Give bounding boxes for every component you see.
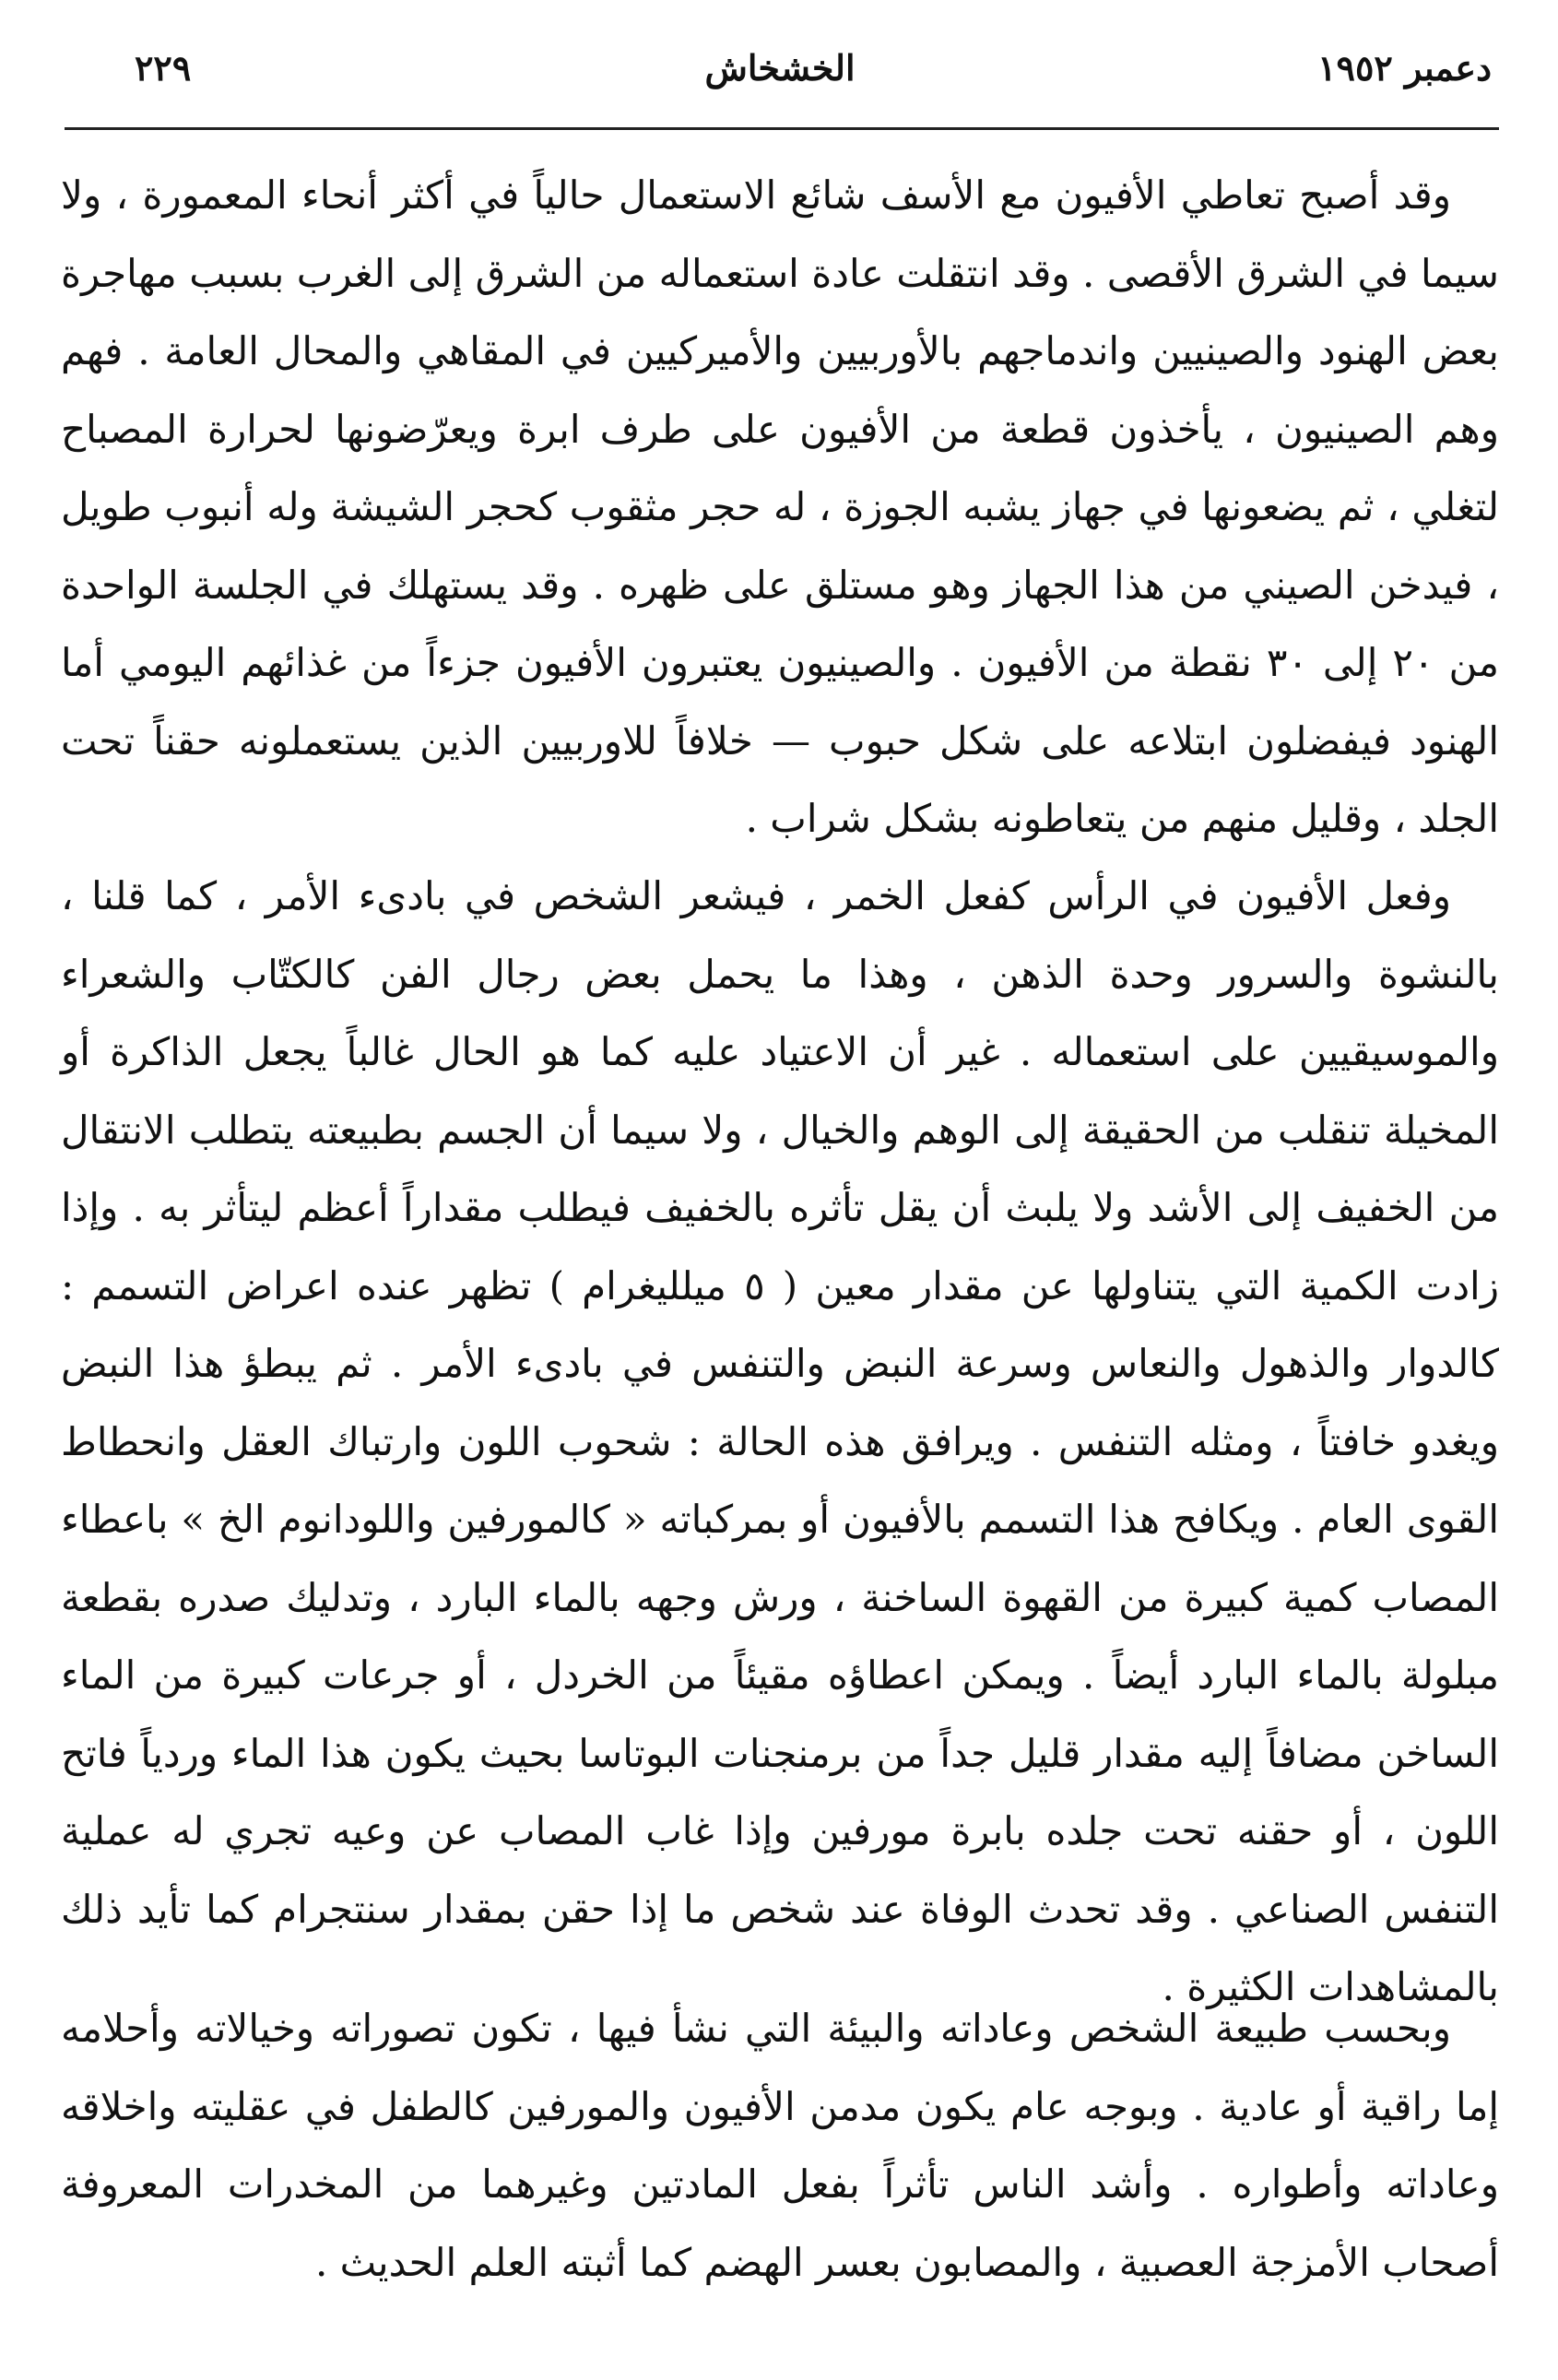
document-page — [61, 39, 1499, 2344]
page-header — [61, 39, 1499, 90]
article-body — [61, 157, 1499, 2340]
paragraph-addict-character: وبحسب طبيعة الشخص وعاداته والبيئة التي نشأ فيها ، تكون تصوراته وخيالاته وأحلامه إما راقية أو عادية . وبوجه عام يكون مدمن الأفيون والمورفين كالطفل في عقليته واخلاقه وعاداته وأطواره . وأشد الناس تأثراً بفعل المادتين وغيرهما من المخدرات المعروفة أصحاب الأمزجة العصبية ، والمصابون بعسر الهضم كما أثبته العلم الحديث . — [61, 2006, 1500, 2285]
paragraph-opium-spread: وقد أصبح تعاطي الأفيون مع الأسف شائع الاستعمال حالياً في أكثر أنحاء المعمورة ، ولا سيما في الشرق الأقصى . وقد انتقلت عادة استعماله من الشرق إلى الغرب بسبب مهاجرة بعض الهنود والصينيين واندماجهم بالأوربيين والأميركيين في المقاهي والمحال العامة . فهم وهم الصينيون ، يأخذون قطعة من الأفيون على طرف ابرة ويعرّضونها لحرارة المصباح لتغلي ، ثم يضعونها في جهاز يشبه الجوزة ، له حجر مثقوب كحجر الشيشة وله أنبوب طويل ، فيدخن الصيني من هذا الجهاز وهو مستلق على ظهره . وقد يستهلك في الجلسة الواحدة من ٢٠ إلى ٣٠ نقطة من الأفيون . والصينيون يعتبرون الأفيون جزءاً من غذائهم اليومي أما الهنود فيفضلون ابتلاعه على شكل حبوب — خلافاً للاوربيين الذين يستعملونه حقناً تحت الجلد ، وقليل منهم من يتعاطونه بشكل شراب . — [61, 172, 1499, 841]
running-title: الخشخاش — [704, 47, 856, 89]
header-rule — [65, 127, 1499, 130]
paragraph-opium-effects: وفعل الأفيون في الرأس كفعل الخمر ، فيشعر الشخص في بادىء الأمر ، كما قلنا ، بالنشوة والسرور وحدة الذهن ، وهذا ما يحمل بعض رجال الفن كالكتّاب والشعراء والموسيقيين على استعماله . غير أن الاعتياد عليه كما هو الحال غالباً يجعل الذاكرة أو المخيلة تنقلب من الحقيقة إلى الوهم والخيال ، ولا سيما أن الجسم بطبيعته يتطلب الانتقال من الخفيف إلى الأشد ولا يلبث أن يقل تأثره بالخفيف فيطلب مقداراً أعظم ليتأثر به . وإذا زادت الكمية التي يتناولها عن مقدار معين ( ٥ ميلليغرام ) تظهر عنده اعراض التسمم : كالدوار والذهول والنعاس وسرعة النبض والتنفس في بادىء الأمر . ثم يبطؤ هذا النبض ويغدو خافتاً ، ومثله التنفس . ويرافق هذه الحالة : شحوب اللون وارتباك العقل وانحطاط القوى العام . ويكافح هذا التسمم بالأفيون أو بمركباته « كالمورفين واللودانوم الخ » باعطاء المصاب كمية كبيرة من القهوة الساخنة ، ورش وجهه بالماء البارد ، وتدليك صدره بقطعة مبلولة بالماء البارد أيضاً . ويمكن اعطاؤه مقيئاً من الخردل ، أو جرعات كبيرة من الماء الساخن مضافاً إليه مقدار قليل جداً من برمنجنات البوتاسا بحيث يكون هذا الماء وردياً فاتح اللون ، أو حقنه تحت جلده بابرة مورفين وإذا غاب المصاب عن وعيه تجري له عملية التنفس الصناعي . وقد تحدث الوفاة عند شخص ما إذا حقن بمقدار سنتجرام كما تأيد ذلك بالمشاهدات الكثيرة . — [61, 873, 1499, 2009]
page-number: ٢٢٩ — [135, 47, 192, 89]
issue-date: دعمبر ١٩٥٢ — [1317, 47, 1492, 89]
